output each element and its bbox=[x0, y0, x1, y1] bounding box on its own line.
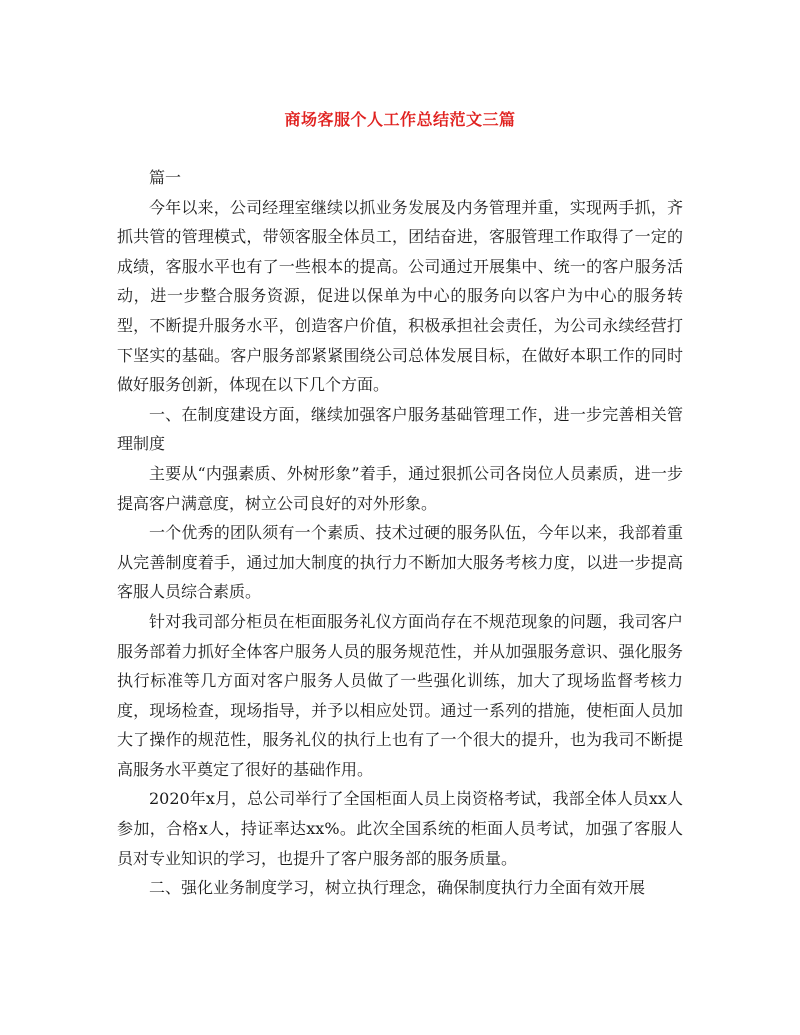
body-paragraph: 针对我司部分柜员在柜面服务礼仪方面尚存在不规范现象的问题，我司客户服务部着力抓好全体客户服务人员的服务规范性，并从加强服务意识、强化服务执行标准等几方面对客户服务人员做了一些强化训练，加大了现场监督考核力度，现场检查，现场指导，并予以相应处罚。通过一系列的措施，使柜面人员加大了操作的规范性，服务礼仪的执行上也有了一个很大的提升，也为我司不断提高服务水平奠定了很好的基础作用。 bbox=[117, 611, 683, 779]
section-heading: 篇一 bbox=[149, 168, 182, 187]
section-heading: 一、在制度建设方面，继续加强客户服务基础管理工作，进一步完善相关管理制度 bbox=[117, 404, 683, 454]
body-paragraph: 主要从“内强素质、外树形象”着手，通过狠抓公司各岗位人员素质，进一步提高客户满意度，树立公司良好的对外形象。 bbox=[117, 463, 683, 513]
document-body bbox=[117, 163, 683, 903]
document-title: 商场客服个人工作总结范文三篇 bbox=[284, 110, 516, 129]
body-paragraph: 今年以来，公司经理室继续以抓业务发展及内务管理并重，实现两手抓，齐抓共管的管理模式，带领客服全体员工，团结奋进，客服管理工作取得了一定的成绩，客服水平也有了一些根本的提高。公司通过开展集中、统一的客户服务活动，进一步整合服务资源，促进以保单为中心的服务向以客户为中心的服务转型，不断提升服务水平，创造客户价值，积极承担社会责任，为公司永续经营打下坚实的基础。客户服务部紧紧围绕公司总体发展目标，在做好本职工作的同时做好服务创新，体现在以下几个方面。 bbox=[117, 197, 683, 395]
body-paragraph: 一个优秀的团队须有一个素质、技术过硬的服务队伍，今年以来，我部着重从完善制度着手，通过加大制度的执行力不断加大服务考核力度，以进一步提高客服人员综合素质。 bbox=[117, 523, 683, 602]
section-heading: 二、强化业务制度学习，树立执行理念，确保制度执行力全面有效开展 bbox=[149, 878, 646, 898]
body-paragraph: 2020年x月，总公司举行了全国柜面人员上岗资格考试，我部全体人员xx人参加，合格x人，持证率达xx%。此次全国系统的柜面人员考试，加强了客服人员对专业知识的学习，也提升了客户服务部的服务质量。 bbox=[117, 789, 683, 868]
